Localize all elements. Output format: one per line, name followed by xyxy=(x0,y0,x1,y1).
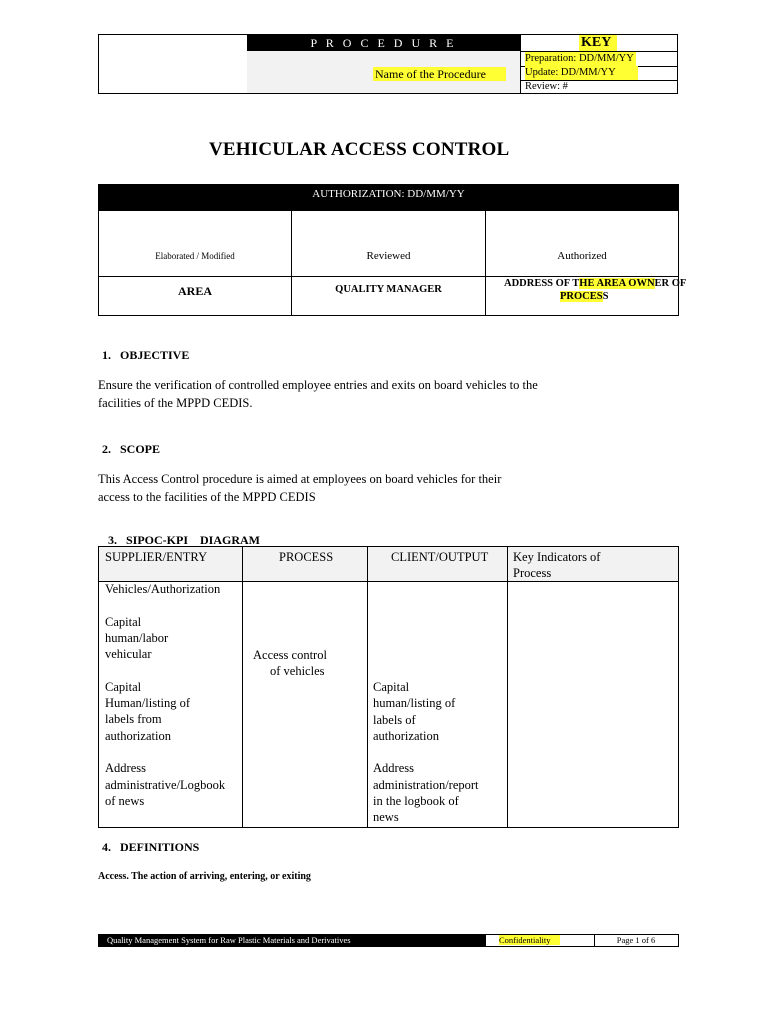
key-label: KEY xyxy=(579,35,617,51)
process-cell xyxy=(253,647,327,680)
process-line: Access control xyxy=(253,648,327,662)
review-row xyxy=(521,81,677,93)
supplier-line: human/labor xyxy=(105,630,169,645)
scope-text xyxy=(98,470,501,506)
supplier-line: vehicular xyxy=(105,647,152,662)
section-number: 2. xyxy=(102,442,111,456)
scope-line: This Access Control procedure is aimed at employees on board vehicles for their xyxy=(98,472,502,486)
process-line: of vehicles xyxy=(270,664,325,679)
document-title: VEHICULAR ACCESS CONTROL xyxy=(209,139,510,160)
header-process: PROCESS xyxy=(279,550,334,564)
role-reviewed: Reviewed xyxy=(366,250,411,262)
process-text-end: S xyxy=(602,291,609,302)
authorization-heading: AUTHORIZATION: DD/MM/YY xyxy=(99,185,678,211)
supplier-line: of news xyxy=(105,793,145,808)
sipoc-table xyxy=(98,546,679,828)
role-elaborated: Elaborated / Modified xyxy=(155,251,235,261)
supplier-line: labels from xyxy=(105,712,162,727)
column-divider xyxy=(367,547,368,827)
objective-heading xyxy=(102,348,189,363)
section-title: OBJECTIVE xyxy=(120,348,190,362)
client-line: administration/report xyxy=(373,777,479,792)
procedure-header xyxy=(98,34,678,94)
update-date: Update: DD/MM/YY xyxy=(525,66,638,80)
review-number: Review: # xyxy=(525,81,568,92)
column-divider xyxy=(291,211,292,315)
access-definition: Access. The action of arriving, entering, or exiting xyxy=(98,871,311,882)
address-text-start: ADDRESS OF T xyxy=(504,278,580,289)
area-owner-value xyxy=(486,277,698,303)
client-line: human/listing of xyxy=(373,696,456,711)
section-title: DEFINITIONS xyxy=(120,840,200,854)
logo-box xyxy=(99,35,248,93)
supplier-line: administrative/Logbook xyxy=(105,777,226,792)
address-highlight: HE AREA OWN xyxy=(579,278,655,289)
supplier-line: Capital xyxy=(105,679,142,694)
procedure-name-box xyxy=(247,35,521,93)
supplier-cell xyxy=(105,581,225,809)
scope-heading xyxy=(102,442,160,457)
section-title: SCOPE xyxy=(120,442,161,456)
page-footer xyxy=(98,934,679,947)
client-line: Address xyxy=(373,761,414,776)
address-text-end: ER OF xyxy=(654,278,687,289)
client-line: Capital xyxy=(373,680,410,694)
document-key-box xyxy=(521,35,677,93)
confidentiality-label: Confidentiality xyxy=(499,935,560,945)
supplier-line: Human/listing of xyxy=(105,696,191,711)
process-highlight: PROCES xyxy=(560,291,603,302)
page-number: Page 1 of 6 xyxy=(616,935,656,945)
area-value: AREA xyxy=(177,284,212,298)
objective-line: facilities of the MPPD CEDIS. xyxy=(98,396,253,410)
scope-line: access to the facilities of the MPPD CEDIS xyxy=(98,490,316,504)
column-divider xyxy=(507,547,508,827)
key-row xyxy=(521,35,677,52)
quality-manager-value: QUALITY MANAGER xyxy=(335,284,442,295)
kpi-line: Process xyxy=(513,566,552,581)
client-line: labels of xyxy=(373,712,416,727)
section-number: 3. xyxy=(108,533,117,547)
column-divider xyxy=(242,547,243,827)
client-line: in the logbook of xyxy=(373,794,459,809)
kpi-line: Key Indicators of xyxy=(513,550,601,564)
procedure-label: P R O C E D U R E xyxy=(247,35,520,51)
definitions-heading xyxy=(102,840,199,855)
footer-system-name: Quality Management System for Raw Plastic Materials and Derivatives xyxy=(99,935,485,946)
procedure-name: Name of the Procedure xyxy=(373,67,506,81)
update-row xyxy=(521,67,677,81)
section-title: SIPOC-KPI DIAGRAM xyxy=(126,533,260,547)
footer-confidentiality-cell xyxy=(485,935,595,946)
header-client: CLIENT/OUTPUT xyxy=(391,550,489,564)
supplier-line: authorization xyxy=(105,728,171,743)
role-authorized: Authorized xyxy=(557,250,607,262)
preparation-date: Preparation: DD/MM/YY xyxy=(525,53,634,64)
section-number: 1. xyxy=(102,348,111,362)
objective-line: Ensure the verification of controlled employee entries and exits on board vehicles to the xyxy=(98,378,538,392)
supplier-line: Address xyxy=(105,761,146,776)
client-cell xyxy=(373,679,479,826)
objective-text xyxy=(98,376,538,412)
header-supplier: SUPPLIER/ENTRY xyxy=(105,550,208,564)
preparation-row xyxy=(521,52,677,67)
sipoc-heading xyxy=(102,518,260,548)
authorization-table xyxy=(98,184,687,316)
supplier-line: Vehicles/Authorization xyxy=(105,582,221,596)
header-kpi xyxy=(513,549,600,582)
client-line: news xyxy=(373,810,399,825)
client-line: authorization xyxy=(373,728,439,743)
section-number: 4. xyxy=(102,840,111,854)
supplier-line: Capital xyxy=(105,614,142,629)
